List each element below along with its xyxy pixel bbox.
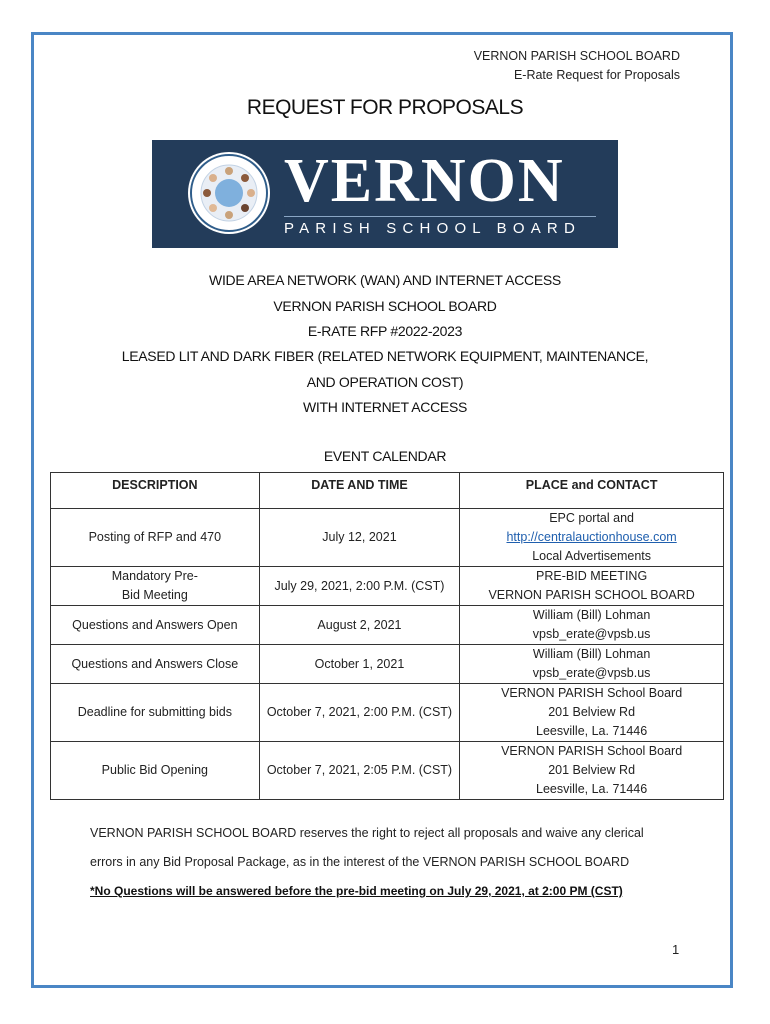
event-description: Questions and Answers Open [51,606,260,645]
header-org: VERNON PARISH SCHOOL BOARD [473,49,680,63]
event-place [460,645,724,684]
logo-name: VERNON [284,147,565,215]
column-header: DATE AND TIME [259,473,460,509]
place-line: vpsb_erate@vpsb.us [532,666,651,680]
event-description: Deadline for submitting bids [51,684,260,742]
subheading: E-RATE RFP #2022-2023 [307,323,463,339]
place-line: William (Bill) Lohman [532,608,651,622]
table-row [51,684,724,742]
event-place [460,509,724,567]
header-doc-title: E-Rate Request for Proposals [513,68,680,82]
event-description: Mandatory Pre-Bid Meeting [51,567,260,606]
table-row [51,567,724,606]
table-row [51,645,724,684]
logo-subtitle: PARISH SCHOOL BOARD [284,220,582,237]
place-line: vpsb_erate@vpsb.us [532,627,651,641]
event-date: October 1, 2021 [259,645,460,684]
table-row [51,742,724,800]
reservation-text: errors in any Bid Proposal Package, as in the interest of the VERNON PARISH SCHOOL BOARD [90,855,630,869]
event-date: October 7, 2021, 2:05 P.M. (CST) [259,742,460,800]
vernon-logo [152,140,618,248]
place-line: William (Bill) Lohman [532,647,651,661]
table-row [51,606,724,645]
questions-note: *No Questions will be answered before the pre-bid meeting on July 29, 2021, at 2:00 PM (CST) [90,884,623,898]
page-title: REQUEST FOR PROPOSALS [246,96,524,119]
column-header: DESCRIPTION [51,473,260,509]
place-line: EPC portal and [549,511,634,525]
place-line: PRE-BID MEETING [536,569,648,583]
event-description: Public Bid Opening [51,742,260,800]
event-date: October 7, 2021, 2:00 P.M. (CST) [259,684,460,742]
table-header-row [51,473,724,509]
place-line: VERNON PARISH SCHOOL BOARD [488,588,695,602]
column-header: PLACE and CONTACT [460,473,724,509]
subheading: AND OPERATION COST) [306,374,464,390]
event-date: July 12, 2021 [259,509,460,567]
event-description: Posting of RFP and 470 [51,509,260,567]
school-seal-icon [188,152,270,234]
place-line: 201 Belview Rd [548,763,636,777]
event-calendar-table [50,472,724,800]
event-date: July 29, 2021, 2:00 P.M. (CST) [259,567,460,606]
page-number: 1 [672,942,680,957]
subheading: WIDE AREA NETWORK (WAN) AND INTERNET ACCESS [209,272,561,288]
subheading: WITH INTERNET ACCESS [302,399,468,415]
event-place [460,567,724,606]
place-line: 201 Belview Rd [548,705,636,719]
calendar-heading: EVENT CALENDAR [323,448,447,464]
event-place [460,684,724,742]
event-date: August 2, 2021 [259,606,460,645]
logo-divider [284,216,596,217]
reservation-text: VERNON PARISH SCHOOL BOARD reserves the right to reject all proposals and waive any clerical [90,826,644,840]
place-line: Local Advertisements [532,549,652,563]
central-auction-house-link[interactable]: http://centralauctionhouse.com [506,530,677,544]
table-row [51,509,724,567]
place-line: Leesville, La. 71446 [536,724,648,738]
event-place [460,742,724,800]
place-line: Leesville, La. 71446 [536,782,648,796]
event-place [460,606,724,645]
event-description: Questions and Answers Close [51,645,260,684]
place-line: VERNON PARISH School Board [501,744,683,758]
subheading: LEASED LIT AND DARK FIBER (RELATED NETWORK EQUIPMENT, MAINTENANCE, [121,348,649,364]
subheading: VERNON PARISH SCHOOL BOARD [273,298,497,314]
place-line: VERNON PARISH School Board [501,686,683,700]
